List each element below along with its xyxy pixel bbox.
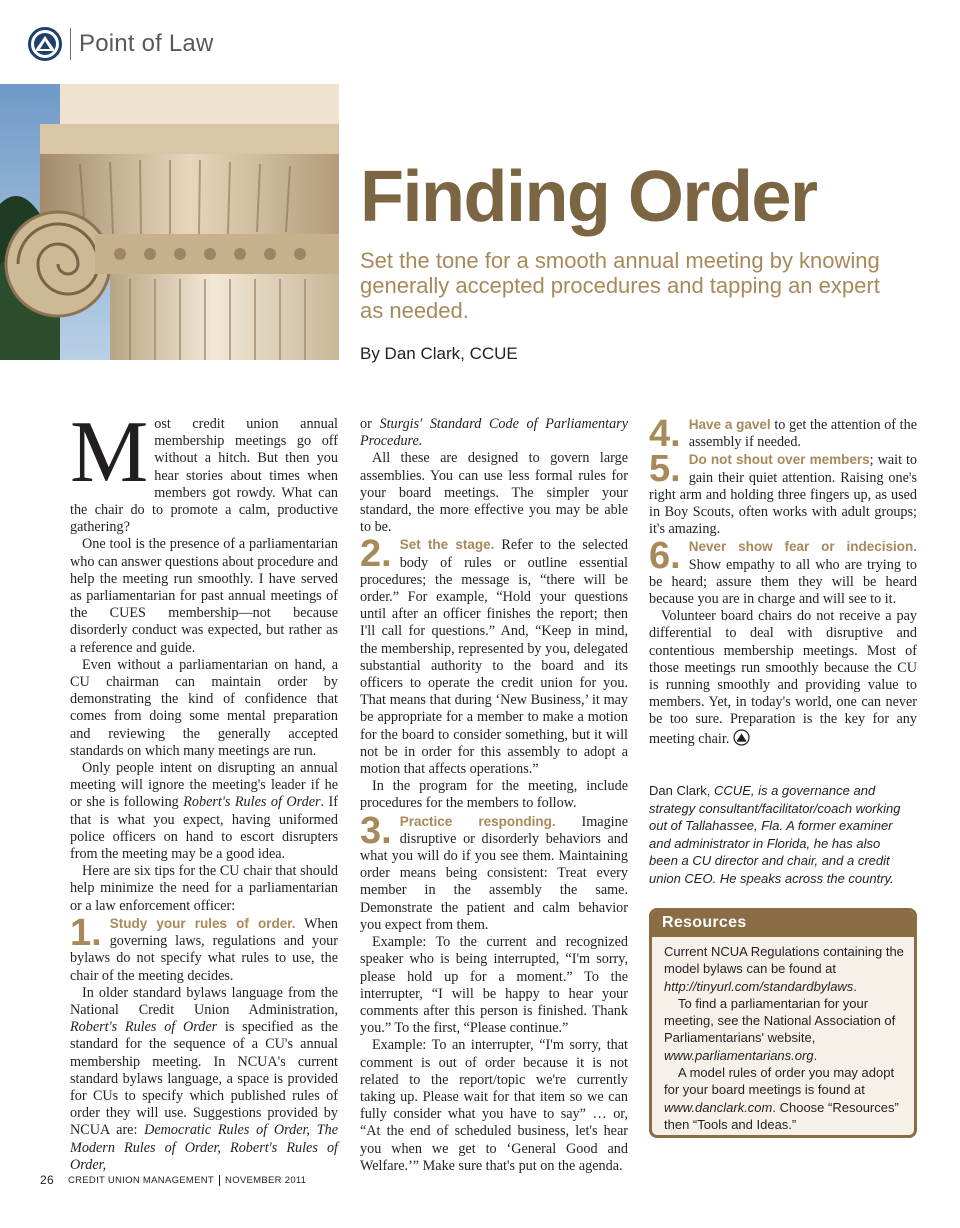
resources-item: Current NCUA Regulations containing the model bylaws can be found at http://tinyurl.com/standardbylaws. [664,944,904,994]
tip-heading: Do not shout over members [688,452,870,468]
end-mark-icon [733,729,750,746]
tip-number: 5. [649,448,681,491]
tip-number: 2. [360,533,392,576]
tip-heading: Study your rules of order. [109,915,296,931]
body-paragraph: Only people intent on disrupting an annual meeting will ignore the meeting's leader if he or she is following Robert's Rules of Order. If that is what you expect, having uniformed police officers on hand to escort disrupters from the meeting may be a good idea. [70,760,338,863]
body-paragraph: Example: To the current and recognized speaker who is being interrupted, “I'm sorry, please hold up for a moment.” To the interrupter, “I will be happy to hear your comments after this person is finished. Thank you.” To the first, “Please continue.” [360,934,628,1037]
tip-heading: Have a gavel [688,417,771,432]
section-title: Point of Law [79,30,214,57]
resources-heading: Resources [652,911,914,937]
cues-logo-icon [28,27,62,61]
body-paragraph: Here are six tips for the CU chair that should help minimize the need for a parliamentarian or a law enforcement officer: [70,863,338,914]
body-column-1 [70,404,339,1174]
tip-3: 3. Practice responding. Imagine disruptive or disorderly behaviors and what you will do if you see them. Maintaining order means being consistent: Treat every member in the assembly the same. Demonstrate the patient and calm behavior you expect from them. [360,809,628,933]
body-paragraph: Volunteer board chairs do not receive a pay differential to deal with disruptive and contentious membership meetings. Most of those meetings run smoothly because the CU is running smoothly and providing value to members. Yet, in today's world, one can never be too sure. Preparation is the key for any meeting chair. [649,608,917,747]
tip-number: 3. [360,809,392,852]
tip-4: 4. Have a gavel to get the attention of the assembly if needed. [649,413,917,455]
header-divider [70,28,71,60]
byline: By Dan Clark, CCUE [360,344,518,363]
tip-6: 6. Never show fear or indecision. Show empathy to all who are trying to be heard; assure them they will be heard because you are in charge and will see to it. [649,535,917,608]
section-header [28,26,213,62]
resources-item: A model rules of order you may adopt for your board meetings is found at www.danclark.com. Choose “Resources” then “Tools and Ideas.” [664,1065,899,1132]
body-paragraph: Example: To an interrupter, “I'm sorry, that comment is out of order because it is not related to the report/topic we're currently taking up. Please wait for that item so we can fully consider what you have to say” … or, “At the end of scheduled business, let's hear you when we get to ‘General Good and Welfare.’” Make sure that's put on the agenda. [360,1037,628,1174]
footer-divider [219,1175,220,1186]
tip-heading: Set the stage. [399,537,495,553]
body-paragraph: Even without a parliamentarian on hand, a CU chairman can maintain order by demonstrating the kind of confidence that comes from doing some mental preparation and reviewing the generally accepted standards on which many meetings are run. [70,656,338,759]
resource-link[interactable]: http://tinyurl.com/standardbylaws [664,978,854,994]
body-column-3 [649,413,918,748]
tip-number: 4. [649,413,681,455]
issue-date: NOVEMBER 2011 [225,1174,307,1186]
body-paragraph: In the program for the meeting, include procedures for the members to follow. [360,778,628,812]
tip-number: 6. [649,535,681,578]
resource-link[interactable]: www.parliamentarians.org [664,1047,814,1063]
tip-heading: Practice responding. [399,813,556,829]
magazine-name: CREDIT UNION MANAGEMENT [67,1174,215,1186]
author-bio: Dan Clark, CCUE, is a governance and strategy consultant/facilitator/coach working out of Tallahassee, Fla. A former examiner and administrator in Florida, he has also been a CU director and chair, and a credit union CEO. He speaks across the country. [649,783,901,886]
article-title: Finding Order [360,157,817,237]
tip-5: 5. Do not shout over members; wait to gain their quiet attention. Raising one's right arm and holding three fingers up, as used in Boy Scouts, often works with adult groups; it's amazing. [649,448,918,538]
body-column-2 [360,416,628,1175]
article-deck: Set the tone for a smooth annual meeting by knowing generally accepted procedures and tapping an expert as needed. [360,248,880,323]
body-paragraph: One tool is the presence of a parliamentarian who can answer questions about procedure and help the meeting run smoothly. I have served as parliamentarian for past annual meetings of the CUES membership—not because disorderly conduct was expected, but rather as a reference and guide. [70,536,338,656]
page-number: 26 [40,1173,54,1187]
body-paragraph-continued: or Sturgis' Standard Code of Parliamentary Procedure. [360,416,628,450]
body-paragraph: In older standard bylaws language from the National Credit Union Administration, Robert's Rules of Order is specified as the standard for the sequence of a CU's annual membership meeting. In NCUA's current standard bylaws language, a space is provided for CUs to specify which published rules of order they will use. Suggestions provided by NCUA are: Democratic Rules of Order, The Modern Rules of Order, Robert's Rules of Order, [70,984,338,1173]
body-paragraph: Most credit union annual membership meetings go off without a hitch. But then you hear stories about times when members got rowdy. What can the chair do to promote a calm, productive gathering? [70,404,338,536]
tip-heading: Never show fear or indecision. [688,539,917,555]
resources-box [649,908,917,1138]
page-footer [40,1173,306,1187]
column-photo [0,84,339,360]
tip-number: 1. [70,911,102,954]
resources-body [652,937,914,1133]
tip-1: 1. Study your rules of order. When governing laws, regulations and your bylaws do not specify what rules to use, the chair of the meeting decides. [70,911,339,984]
resources-item: To find a parliamentarian for your meeting, see the National Association of Parliamentarians' website, www.parliamentarians.org. [664,995,896,1063]
body-paragraph: All these are designed to govern large assemblies. You can use less formal rules for your board meetings. The simpler your standard, the more effective you may be able to be. [360,450,628,536]
resource-link[interactable]: www.danclark.com [664,1099,773,1115]
tip-2: 2. Set the stage. Refer to the selected body of rules or outline essential procedures; the message is, “there will be order.” For example, “Hold your questions until after an officer finishes the report; then I'll call for questions.” And, “Keep in mind, the membership, represented by you, delegated substantial authority to the board and its officers to operate the credit union for you. That means that during ‘New Business,’ it may be appropriate for a member to make a motion for the board to consider something, but it will not be in order for this assembly to adopt a motion that affects operations.” [360,533,628,778]
drop-cap: M [70,404,149,501]
